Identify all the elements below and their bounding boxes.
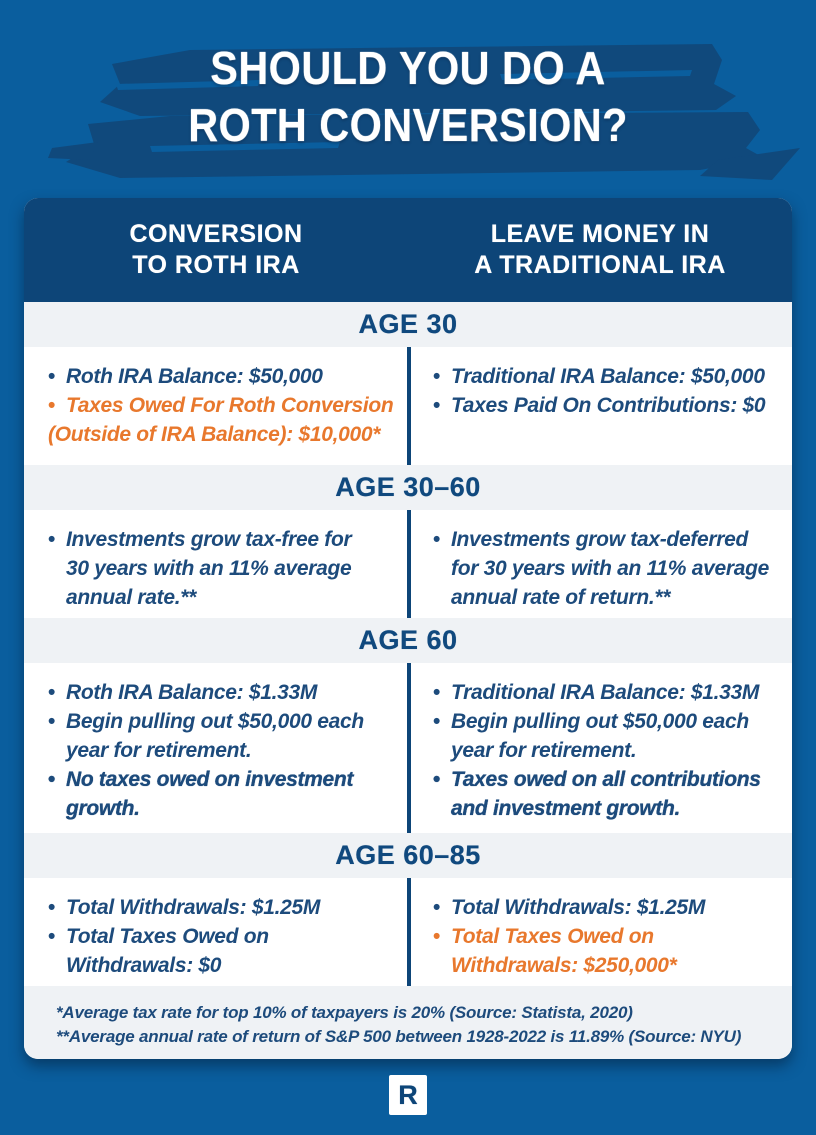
bullet-item: [433, 707, 786, 765]
bullet-item-text: Traditional IRA Balance: $50,000: [451, 365, 765, 388]
bullet-item-first-line: [48, 707, 401, 736]
bullet-icon: •: [433, 925, 441, 948]
bullet-item: [433, 362, 786, 391]
bullet-item-text: annual rate.**: [66, 586, 197, 609]
bullet-item-text: Taxes Paid On Contributions: $0: [451, 394, 766, 417]
comparison-sections: [24, 302, 792, 986]
bullet-item: [48, 707, 401, 765]
footnote-2: **Average annual rate of return of S&P 500 between 1928-2022 is 11.89% (Source: NYU): [56, 1027, 742, 1046]
bullet-item: [48, 678, 401, 707]
bullet-icon: •: [48, 394, 56, 417]
bullet-icon: •: [48, 528, 56, 551]
column-header-traditional: [408, 219, 792, 281]
traditional-cell: [411, 663, 792, 833]
comparison-row: [24, 510, 792, 618]
traditional-cell: [411, 347, 792, 465]
logo-letter: R: [398, 1079, 418, 1110]
bullet-item-first-line: [433, 707, 786, 736]
bullet-item-first-line: [48, 391, 401, 420]
ramsey-logo: [389, 1075, 427, 1115]
bullet-icon: •: [48, 710, 56, 733]
column-header-traditional-line2: A TRADITIONAL IRA: [474, 251, 726, 279]
bullet-item: [48, 525, 401, 612]
traditional-cell: [411, 510, 792, 618]
comparison-card: [24, 198, 792, 1059]
bullet-item-text: Investments grow tax-free for: [66, 528, 352, 551]
bullet-item: [48, 391, 401, 449]
comparison-row: [24, 878, 792, 986]
bullet-item: [48, 765, 401, 823]
age-section-header: [24, 465, 792, 510]
bullet-item-text: Total Taxes Owed on: [451, 925, 654, 948]
bullet-item-text: growth.: [66, 797, 140, 820]
bullet-item-text: Withdrawals: $250,000*: [451, 954, 677, 977]
bullet-item-first-line: [48, 362, 401, 391]
bullet-item-text: 30 years with an 11% average: [66, 557, 352, 580]
bullet-item: [48, 362, 401, 391]
age-section-label: AGE 60–85: [335, 840, 481, 870]
bullet-item: [433, 525, 786, 612]
bullet-item-text: annual rate of return.**: [451, 586, 671, 609]
bullet-item-text: Total Withdrawals: $1.25M: [66, 896, 321, 919]
bullet-icon: •: [48, 365, 56, 388]
bullet-item: [433, 391, 786, 420]
bullet-item-first-line: [433, 678, 786, 707]
bullet-item: [433, 765, 786, 823]
age-section-header: [24, 833, 792, 878]
bullet-item-text: Roth IRA Balance: $1.33M: [66, 681, 318, 704]
bullet-icon: •: [48, 681, 56, 704]
roth-cell: [24, 878, 407, 986]
bullet-item-text: (Outside of IRA Balance): $10,000*: [48, 423, 381, 446]
bullet-item-first-line: [433, 922, 786, 951]
bullet-item-first-line: [48, 893, 401, 922]
comparison-row: [24, 347, 792, 465]
page-title-line1: SHOULD YOU DO A: [210, 42, 606, 94]
bullet-icon: •: [433, 896, 441, 919]
bullet-item-text: year for retirement.: [451, 739, 637, 762]
bullet-item-text: No taxes owed on investment: [66, 768, 354, 791]
page-title: [41, 40, 775, 154]
age-section-label: AGE 30–60: [335, 472, 481, 502]
bullet-icon: •: [433, 681, 441, 704]
bullet-item-first-line: [433, 765, 786, 794]
bullet-item-text: Investments grow tax-deferred: [451, 528, 749, 551]
bullet-icon: •: [433, 768, 441, 791]
bullet-item-text: Traditional IRA Balance: $1.33M: [451, 681, 760, 704]
bullet-icon: •: [433, 365, 441, 388]
bullet-item-first-line: [48, 922, 401, 951]
age-section-label: AGE 30: [358, 309, 458, 339]
bullet-icon: •: [433, 528, 441, 551]
page-title-line2: ROTH CONVERSION?: [188, 99, 628, 151]
bullet-item-first-line: [433, 525, 786, 554]
bullet-item-first-line: [48, 678, 401, 707]
bullet-item-text: Begin pulling out $50,000 each: [66, 710, 364, 733]
comparison-row: [24, 663, 792, 833]
bullet-item-first-line: [48, 525, 401, 554]
footnote-1: *Average tax rate for top 10% of taxpayers is 20% (Source: Statista, 2020): [56, 1003, 633, 1022]
traditional-cell: [411, 878, 792, 986]
column-header-roth-line2: TO ROTH IRA: [132, 251, 300, 279]
bullet-item-text: year for retirement.: [66, 739, 252, 762]
roth-cell: [24, 510, 407, 618]
age-section-header: [24, 618, 792, 663]
bullet-icon: •: [433, 394, 441, 417]
bullet-item-text: Taxes Owed For Roth Conversion: [66, 394, 394, 417]
roth-cell: [24, 663, 407, 833]
bullet-icon: •: [48, 768, 56, 791]
bullet-item-text: Roth IRA Balance: $50,000: [66, 365, 323, 388]
bullet-item-text: Total Taxes Owed on: [66, 925, 269, 948]
bullet-item: [433, 922, 786, 980]
column-header-roth-line1: CONVERSION: [129, 220, 303, 248]
column-header-traditional-line1: LEAVE MONEY IN: [490, 220, 710, 248]
column-headers: [24, 198, 792, 302]
bullet-icon: •: [48, 896, 56, 919]
bullet-item-text: Total Withdrawals: $1.25M: [451, 896, 706, 919]
bullet-item-text: Taxes owed on all contributions: [451, 768, 761, 791]
footnotes: [24, 986, 792, 1059]
bullet-item-first-line: [48, 765, 401, 794]
bullet-item: [48, 893, 401, 922]
bullet-item: [48, 922, 401, 980]
bullet-icon: •: [433, 710, 441, 733]
bullet-item-first-line: [433, 893, 786, 922]
roth-cell: [24, 347, 407, 465]
age-section-header: [24, 302, 792, 347]
bullet-item-text: Withdrawals: $0: [66, 954, 222, 977]
bullet-item: [433, 678, 786, 707]
bullet-item: [433, 893, 786, 922]
column-header-roth: [24, 219, 408, 281]
age-section-label: AGE 60: [358, 625, 458, 655]
bullet-item-first-line: [433, 362, 786, 391]
bullet-item-text: and investment growth.: [451, 797, 681, 820]
bullet-item-text: for 30 years with an 11% average: [451, 557, 770, 580]
bullet-item-text: Begin pulling out $50,000 each: [451, 710, 749, 733]
bullet-icon: •: [48, 925, 56, 948]
title-block: [0, 0, 816, 198]
bullet-item-first-line: [433, 391, 786, 420]
